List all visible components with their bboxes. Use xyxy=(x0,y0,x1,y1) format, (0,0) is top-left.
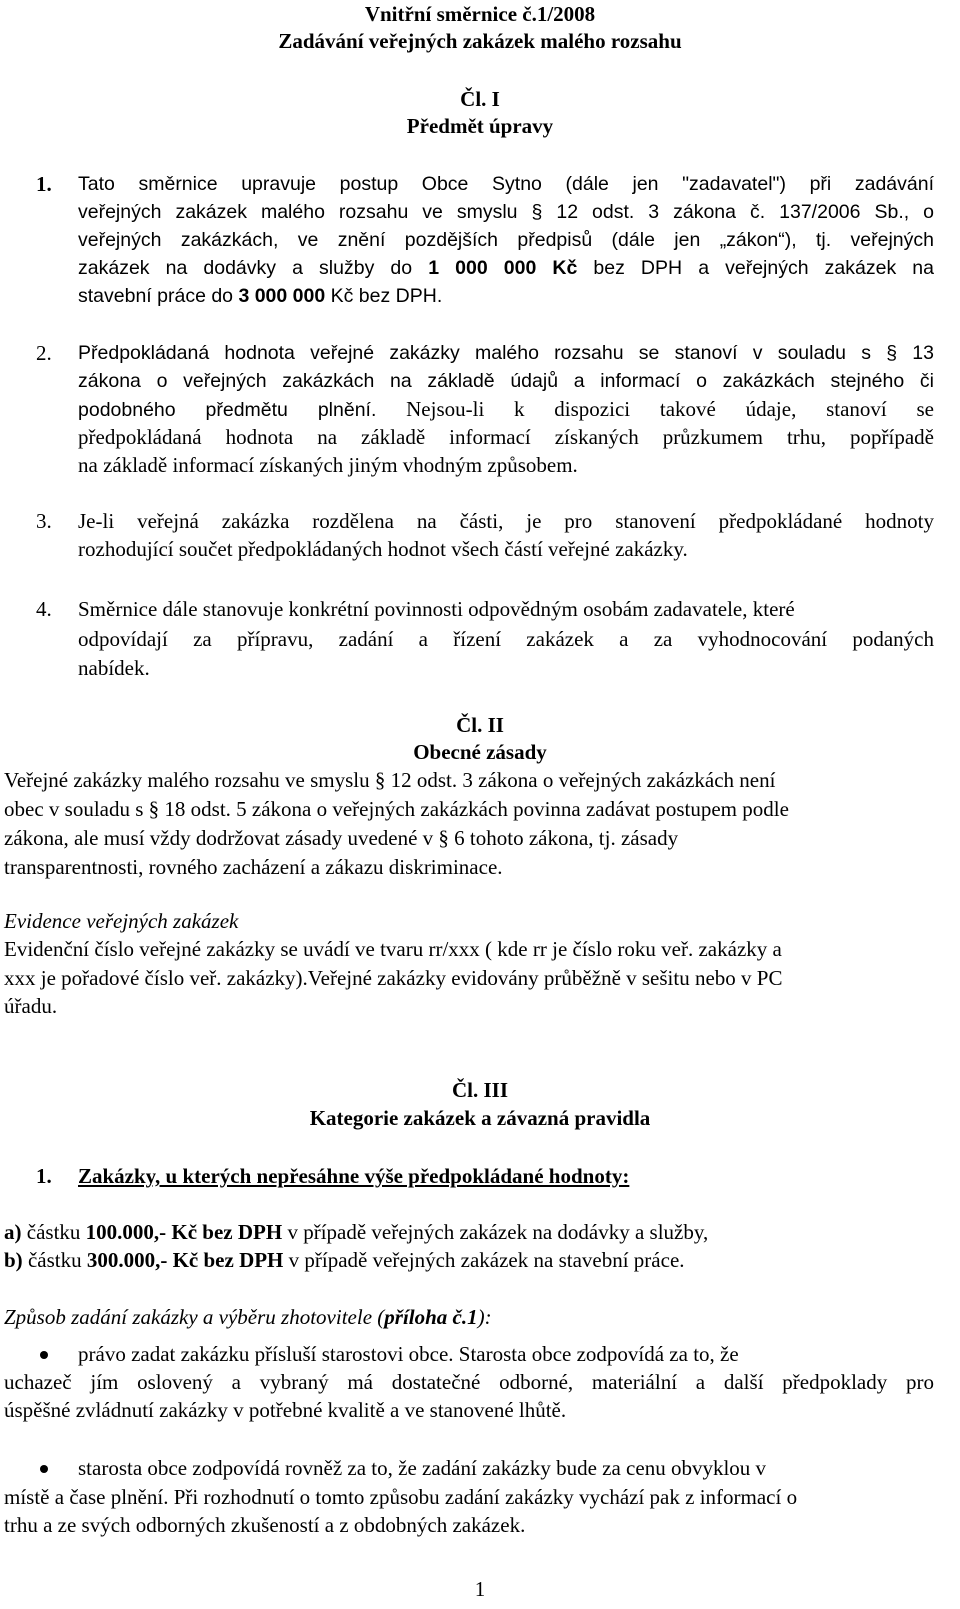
text-run: ): xyxy=(477,1305,492,1329)
text-run: Nejsou-li k dispozici takové údaje, stanoví se xyxy=(376,397,934,421)
limit-b xyxy=(4,1248,685,1272)
paragraph-1-line-1: Tato směrnice upravuje postup Obce Sytno (dále jen "zadavatel") při zadávání xyxy=(78,173,934,195)
subsection-1-number: 1. xyxy=(36,1164,52,1188)
amount-300k: 300.000,- Kč bez DPH xyxy=(86,1248,284,1272)
attachment-ref: příloha č.1 xyxy=(384,1305,478,1329)
paragraph-1-line-4 xyxy=(78,256,934,280)
paragraph-2-line-2: zákona o veřejných zakázkách na základě údajů a informací o zakázkách stejného či xyxy=(78,370,934,392)
evidence-line-1: Evidenční číslo veřejné zakázky se uvádí ve tvaru rr/xxx ( kde rr je číslo roku veř. zakázky a xyxy=(4,937,782,961)
evidence-heading: Evidence veřejných zakázek xyxy=(4,909,239,933)
text-run: bez DPH a veřejných zakázek na xyxy=(577,257,934,279)
paragraph-2-line-5: na základě informací získaných jiným vhodným způsobem. xyxy=(78,453,578,477)
article-2-line-1: Veřejné zakázky malého rozsahu ve smyslu § 12 odst. 3 zákona o veřejných zakázkách není xyxy=(4,768,776,792)
bullet-1-line-3: úspěšné zvládnutí zakázky v potřebné kvalitě a ve stanovené lhůtě. xyxy=(4,1398,567,1422)
text-run: částku xyxy=(22,1248,87,1272)
article-2-line-3: zákona, ale musí vždy dodržovat zásady uvedené v § 6 tohoto zákona, tj. zásady xyxy=(4,826,679,850)
document-title: Vnitřní směrnice č.1/2008 xyxy=(364,2,596,26)
bullet-icon xyxy=(40,1351,48,1359)
bullet-2-line-1: starosta obce zodpovídá rovněž za to, že zadání zakázky bude za cenu obvyklou v xyxy=(78,1456,767,1480)
paragraph-4-line-1: Směrnice dále stanovuje konkrétní povinnosti odpovědným osobám zadavatele, které xyxy=(78,597,795,621)
article-3-number: Čl. III xyxy=(451,1078,509,1102)
bullet-2-line-3: trhu a ze svých odborných zkušeností a z obdobných zakázek. xyxy=(4,1513,526,1537)
evidence-line-2: xxx je pořadové číslo veř. zakázky).Veřejné zakázky evidovány průběžně v sešitu nebo v PC xyxy=(4,966,783,990)
article-1-heading: Předmět úpravy xyxy=(406,114,554,138)
paragraph-4-number: 4. xyxy=(36,597,52,621)
page-number: 1 xyxy=(474,1577,486,1601)
limit-a xyxy=(4,1220,708,1244)
article-2-number: Čl. II xyxy=(456,713,504,737)
evidence-line-3: úřadu. xyxy=(4,994,58,1018)
article-3-heading: Kategorie zakázek a závazná pravidla xyxy=(309,1106,651,1130)
bullet-1-line-1: právo zadat zakázku přísluší starostovi obce. Starosta obce zodpovídá za to, že xyxy=(78,1342,739,1366)
document-subtitle: Zadávání veřejných zakázek malého rozsahu xyxy=(278,29,682,53)
article-2-heading: Obecné zásady xyxy=(413,740,547,764)
item-label: a) xyxy=(4,1220,22,1244)
bullet-2-line-2: místě a čase plnění. Při rozhodnutí o tomto způsobu zadání zakázky vychází pak z informací o xyxy=(4,1485,798,1509)
paragraph-2-line-1: Předpokládaná hodnota veřejné zakázky malého rozsahu se stanoví v souladu s § 13 xyxy=(78,342,934,364)
amount-1m: 1 000 000 Kč xyxy=(428,257,578,279)
paragraph-2-line-3 xyxy=(78,397,934,422)
paragraph-4-line-2: odpovídají za přípravu, zadání a řízení zakázek a za vyhodnocování podaných xyxy=(78,627,934,651)
paragraph-3-number: 3. xyxy=(36,509,52,533)
text-run: stavební práce do xyxy=(78,285,239,307)
bullet-1-line-2: uchazeč jím oslovený a vybraný má dostatečné odborné, materiální a další předpoklady pro xyxy=(4,1370,934,1394)
paragraph-3-line-1: Je-li veřejná zakázka rozdělena na části, je pro stanovení předpokládané hodnoty xyxy=(78,509,934,533)
method-heading xyxy=(4,1305,492,1329)
paragraph-2-line-4: předpokládaná hodnota na základě informací získaných průzkumem trhu, popřípadě xyxy=(78,425,934,449)
paragraph-1-line-2: veřejných zakázek malého rozsahu ve smyslu § 12 odst. 3 zákona č. 137/2006 Sb., o xyxy=(78,201,934,223)
text-run: Způsob zadání zakázky a výběru zhotovitele ( xyxy=(4,1305,385,1329)
text-run: v případě veřejných zakázek na stavební práce. xyxy=(283,1248,685,1272)
amount-3m: 3 000 000 xyxy=(238,285,326,307)
text-run: Kč bez DPH. xyxy=(325,285,443,307)
item-label: b) xyxy=(4,1248,23,1272)
text-run: v případě veřejných zakázek na dodávky a služby, xyxy=(282,1220,709,1244)
subsection-1-title: Zakázky, u kterých nepřesáhne výše předpokládané hodnoty: xyxy=(78,1164,630,1188)
text-run: částku xyxy=(21,1220,86,1244)
amount-100k: 100.000,- Kč bez DPH xyxy=(85,1220,283,1244)
paragraph-1-line-5 xyxy=(78,284,442,308)
text-run: podobného předmětu plnění. xyxy=(78,399,377,421)
paragraph-1-line-3: veřejných zakázkách, ve znění pozdějších předpisů (dále jen „zákon“), tj. veřejných xyxy=(78,229,934,251)
article-2-line-4: transparentnosti, rovného zacházení a zákazu diskriminace. xyxy=(4,855,503,879)
paragraph-3-line-2: rozhodující součet předpokládaných hodnot všech částí veřejné zakázky. xyxy=(78,537,688,561)
paragraph-1-number: 1. xyxy=(36,172,52,196)
article-2-line-2: obec v souladu s § 18 odst. 5 zákona o veřejných zakázkách povinna zadávat postupem podle xyxy=(4,797,789,821)
bullet-icon xyxy=(40,1465,48,1473)
paragraph-4-line-3: nabídek. xyxy=(78,656,150,680)
paragraph-2-number: 2. xyxy=(36,341,52,365)
text-run: zakázek na dodávky a služby do xyxy=(78,257,429,279)
article-1-number: Čl. I xyxy=(460,87,500,111)
